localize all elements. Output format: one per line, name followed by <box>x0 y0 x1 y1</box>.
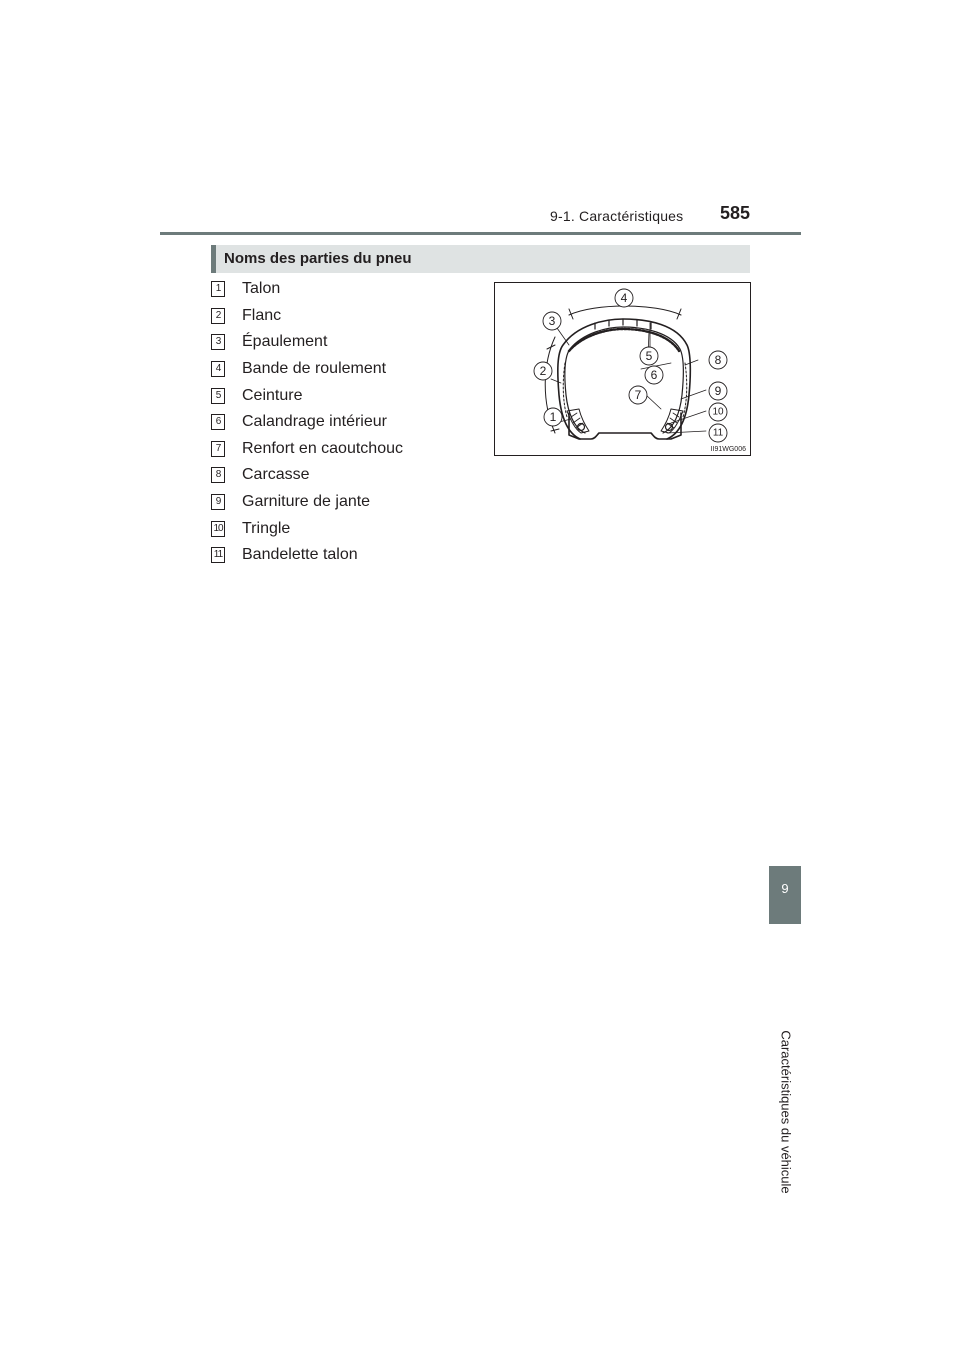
section-header: 9-1. Caractéristiques <box>550 208 684 224</box>
item-label: Ceinture <box>242 386 303 404</box>
list-item <box>211 356 403 383</box>
chapter-number: 9 <box>781 881 789 896</box>
callout-5: 5 <box>645 349 653 363</box>
item-number: 4 <box>211 361 225 377</box>
tread-width-ticks <box>569 309 681 319</box>
callout-4: 4 <box>620 291 628 305</box>
tire-cross-section-figure <box>494 282 751 456</box>
list-item <box>211 462 403 489</box>
callout-7: 7 <box>634 388 642 402</box>
callout-3: 3 <box>548 314 556 328</box>
tire-diagram <box>495 283 750 455</box>
item-number: 10 <box>211 521 225 537</box>
tire-belt <box>569 329 679 351</box>
item-number: 2 <box>211 308 225 324</box>
item-number: 3 <box>211 334 225 350</box>
parts-list <box>211 276 403 569</box>
item-label: Flanc <box>242 306 282 324</box>
page-number: 585 <box>720 203 751 223</box>
item-number: 1 <box>211 281 225 297</box>
header-rule <box>160 232 801 235</box>
item-label: Bande de roulement <box>242 360 387 378</box>
callout-8: 8 <box>714 353 722 367</box>
callout-11: 11 <box>712 427 724 439</box>
item-label: Calandrage intérieur <box>242 413 387 431</box>
list-item <box>211 276 403 303</box>
list-item <box>211 303 403 330</box>
tire-inner-liner <box>565 327 684 433</box>
callout-10: 10 <box>712 406 724 418</box>
callout-1: 1 <box>549 410 557 424</box>
item-label: Renfort en caoutchouc <box>242 439 403 457</box>
list-item <box>211 542 403 569</box>
item-label: Tringle <box>242 519 291 537</box>
list-item <box>211 409 403 436</box>
item-number: 8 <box>211 467 225 483</box>
item-label: Bandelette talon <box>242 546 358 564</box>
item-label: Talon <box>242 280 281 298</box>
callout-6: 6 <box>650 368 658 382</box>
figure-code: II91WG006 <box>710 446 746 453</box>
tire-outer-profile <box>558 319 691 439</box>
chapter-label: Caractéristiques du véhicule <box>778 1030 794 1194</box>
item-number: 9 <box>211 494 225 510</box>
item-number: 11 <box>211 547 225 563</box>
item-label: Épaulement <box>242 333 328 351</box>
section-title-bar <box>211 245 750 273</box>
item-label: Garniture de jante <box>242 493 371 511</box>
list-item <box>211 382 403 409</box>
list-item <box>211 515 403 542</box>
item-number: 6 <box>211 414 225 430</box>
section-title: Noms des parties du pneu <box>224 250 412 267</box>
chapter-tab <box>769 866 801 924</box>
list-item <box>211 489 403 516</box>
item-number: 5 <box>211 388 225 404</box>
callout-markers <box>534 289 727 442</box>
item-number: 7 <box>211 441 225 457</box>
callout-9: 9 <box>714 384 722 398</box>
item-label: Carcasse <box>242 466 310 484</box>
list-item <box>211 436 403 463</box>
title-accent <box>211 245 216 273</box>
callout-2: 2 <box>539 364 547 378</box>
list-item <box>211 329 403 356</box>
